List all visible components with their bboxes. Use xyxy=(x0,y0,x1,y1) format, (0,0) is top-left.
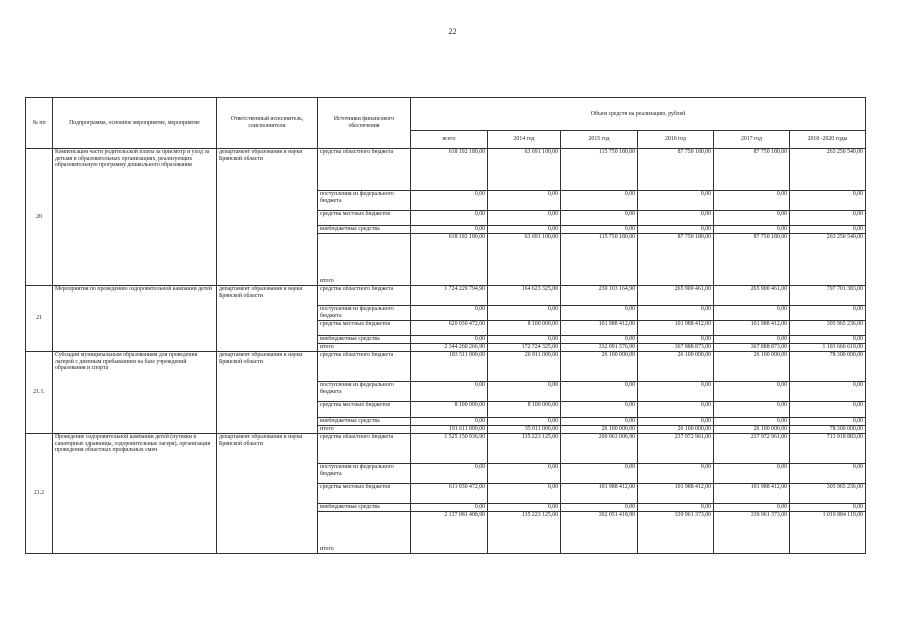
item-executor: департамент образования и науки Брянской области xyxy=(217,434,318,554)
funding-source: средства областного бюджета xyxy=(318,434,411,464)
table-body xyxy=(26,149,866,554)
amount-cell: 87 750 180,00 xyxy=(638,149,714,191)
amount-cell: 0,00 xyxy=(561,382,638,402)
amount-cell: 0,00 xyxy=(411,306,488,321)
amount-cell: 0,00 xyxy=(714,504,790,512)
amount-cell: 0,00 xyxy=(488,191,561,211)
amount-cell: 0,00 xyxy=(638,336,714,344)
amount-cell: 0,00 xyxy=(561,306,638,321)
amount-cell: 0,00 xyxy=(561,418,638,426)
amount-cell: 135 223 125,00 xyxy=(488,512,561,554)
amount-cell: 339 961 373,00 xyxy=(638,512,714,554)
amount-cell: 0,00 xyxy=(411,504,488,512)
amount-cell: 265 900 461,00 xyxy=(638,286,714,306)
amount-cell: 305 965 236,00 xyxy=(790,484,866,504)
amount-cell: 0,00 xyxy=(714,211,790,226)
funding-source: средства областного бюджета xyxy=(318,149,411,191)
amount-cell: 618 192 180,00 xyxy=(411,149,488,191)
amount-cell: 0,00 xyxy=(561,504,638,512)
item-name: Проведение оздоровительной кампании детей (путевки в санаторные здравницы, оздоровительные лагеря), организация проведения областных профильных смен xyxy=(53,434,217,554)
amount-cell: 0,00 xyxy=(561,402,638,418)
amount-cell: 101 988 412,00 xyxy=(714,321,790,336)
funding-source: средства областного бюджета xyxy=(318,286,411,306)
amount-cell: 0,00 xyxy=(488,418,561,426)
financing-table xyxy=(25,97,866,554)
header-sub-4: 2017 год xyxy=(714,131,790,149)
amount-cell: 0,00 xyxy=(790,418,866,426)
funding-source: средства местных бюджетов xyxy=(318,484,411,504)
amount-cell: 263 250 540,00 xyxy=(790,234,866,286)
item-number: 20 xyxy=(26,149,53,286)
amount-cell: 26 100 000,00 xyxy=(638,352,714,382)
amount-cell: 0,00 xyxy=(638,306,714,321)
amount-cell: 101 988 412,00 xyxy=(561,484,638,504)
amount-cell: 101 988 412,00 xyxy=(561,321,638,336)
funding-source: средства местных бюджетов xyxy=(318,321,411,336)
amount-cell: 0,00 xyxy=(638,382,714,402)
header-exec: Ответственный исполнитель, соисполнители xyxy=(217,98,318,149)
amount-cell: 0,00 xyxy=(638,418,714,426)
amount-cell: 0,00 xyxy=(411,336,488,344)
amount-cell: 0,00 xyxy=(790,191,866,211)
amount-cell: 0,00 xyxy=(790,336,866,344)
amount-cell: 0,00 xyxy=(561,191,638,211)
amount-cell: 0,00 xyxy=(714,382,790,402)
amount-cell: 0,00 xyxy=(714,464,790,484)
header-source: Источники финансового обеспечения xyxy=(318,98,411,149)
amount-cell: 87 750 180,00 xyxy=(714,149,790,191)
amount-cell: 26 100 000,00 xyxy=(638,426,714,434)
amount-cell: 0,00 xyxy=(488,504,561,512)
table-header xyxy=(26,98,866,149)
amount-cell: 0,00 xyxy=(488,336,561,344)
funding-source: средства местных бюджетов xyxy=(318,211,411,226)
funding-source: поступления из федерального бюджета xyxy=(318,464,411,484)
amount-cell: 63 691 100,00 xyxy=(488,149,561,191)
amount-cell: 183 511 000,00 xyxy=(411,352,488,382)
amount-cell: 713 918 883,00 xyxy=(790,434,866,464)
amount-cell: 0,00 xyxy=(714,336,790,344)
amount-cell: 0,00 xyxy=(638,226,714,234)
amount-cell: 172 724 325,00 xyxy=(488,344,561,352)
amount-cell: 101 988 412,00 xyxy=(714,484,790,504)
amount-cell: 1 103 666 619,00 xyxy=(790,344,866,352)
item-number: 21.1. xyxy=(26,352,53,434)
amount-cell: 35 011 000,00 xyxy=(488,426,561,434)
funding-source: поступления из федерального бюджета xyxy=(318,191,411,211)
amount-cell: 26 100 000,00 xyxy=(561,352,638,382)
page-number: 22 xyxy=(448,27,457,36)
amount-cell: 87 750 180,00 xyxy=(638,234,714,286)
amount-cell: 618 192 180,00 xyxy=(411,234,488,286)
item-executor: департамент образования и науки Брянской области xyxy=(217,352,318,434)
amount-cell: 0,00 xyxy=(411,418,488,426)
amount-cell: 0,00 xyxy=(638,211,714,226)
header-sub-1: 2014 год xyxy=(488,131,561,149)
item-name: Субсидии муниципальным образованиям для проведения лагерей с дневным пребыванием на базе учреждений образования и спорта xyxy=(53,352,217,434)
funding-source: средства областного бюджета xyxy=(318,352,411,382)
amount-cell: 367 888 873,00 xyxy=(714,344,790,352)
amount-cell: 620 030 472,00 xyxy=(411,321,488,336)
amount-cell: 367 888 873,00 xyxy=(638,344,714,352)
table-row xyxy=(26,434,866,464)
amount-cell: 0,00 xyxy=(488,226,561,234)
amount-cell: 0,00 xyxy=(714,306,790,321)
amount-cell: 26 100 000,00 xyxy=(714,426,790,434)
amount-cell: 2 137 081 408,90 xyxy=(411,512,488,554)
amount-cell: 302 051 418,90 xyxy=(561,512,638,554)
amount-cell: 0,00 xyxy=(561,211,638,226)
item-number: 21 xyxy=(26,286,53,352)
amount-cell: 0,00 xyxy=(488,306,561,321)
funding-source: поступления из федерального бюджета xyxy=(318,382,411,402)
amount-cell: 0,00 xyxy=(411,226,488,234)
amount-cell: 78 300 000,00 xyxy=(790,426,866,434)
amount-cell: 200 063 006,90 xyxy=(561,434,638,464)
amount-cell: 0,00 xyxy=(561,336,638,344)
amount-cell: 115 750 180,00 xyxy=(561,234,638,286)
amount-cell: 332 091 576,90 xyxy=(561,344,638,352)
amount-cell: 0,00 xyxy=(411,382,488,402)
amount-cell: 0,00 xyxy=(488,382,561,402)
header-sub-3: 2016 год xyxy=(638,131,714,149)
header-sub-0: всего xyxy=(411,131,488,149)
amount-cell: 164 623 325,00 xyxy=(488,286,561,306)
amount-cell: 26 911 000,00 xyxy=(488,352,561,382)
item-executor: департамент образования и науки Брянской области xyxy=(217,286,318,352)
amount-cell: 8 100 000,00 xyxy=(488,321,561,336)
amount-cell: 0,00 xyxy=(488,484,561,504)
amount-cell: 0,00 xyxy=(561,464,638,484)
item-number: 21.2 xyxy=(26,434,53,554)
amount-cell: 8 100 000,00 xyxy=(411,402,488,418)
item-name: Компенсация части родительской платы за присмотр и уход за детьми в образовательных организациях, реализующих образовательную программу дошкольного образования xyxy=(53,149,217,286)
amount-cell: 0,00 xyxy=(790,402,866,418)
funding-source: итого xyxy=(318,344,411,352)
amount-cell: 8 100 000,00 xyxy=(488,402,561,418)
amount-cell: 1 724 229 794,90 xyxy=(411,286,488,306)
amount-cell: 0,00 xyxy=(790,226,866,234)
funding-source: итого xyxy=(318,426,411,434)
amount-cell: 237 972 961,00 xyxy=(638,434,714,464)
amount-cell: 0,00 xyxy=(638,504,714,512)
amount-cell: 1 525 150 936,90 xyxy=(411,434,488,464)
amount-cell: 263 250 540,00 xyxy=(790,149,866,191)
amount-cell: 0,00 xyxy=(714,226,790,234)
amount-cell: 0,00 xyxy=(488,211,561,226)
amount-cell: 611 930 472,00 xyxy=(411,484,488,504)
amount-cell: 0,00 xyxy=(411,191,488,211)
funding-source: внебюджетные средства xyxy=(318,504,411,512)
amount-cell: 115 750 180,00 xyxy=(561,149,638,191)
amount-cell: 191 611 000,00 xyxy=(411,426,488,434)
amount-cell: 0,00 xyxy=(790,464,866,484)
amount-cell: 1 019 884 119,00 xyxy=(790,512,866,554)
amount-cell: 339 961 373,00 xyxy=(714,512,790,554)
amount-cell: 0,00 xyxy=(714,191,790,211)
amount-cell: 265 900 461,00 xyxy=(714,286,790,306)
amount-cell: 0,00 xyxy=(411,464,488,484)
funding-source: внебюджетные средства xyxy=(318,418,411,426)
amount-cell: 101 988 412,00 xyxy=(638,484,714,504)
amount-cell: 101 988 412,00 xyxy=(638,321,714,336)
amount-cell: 0,00 xyxy=(790,211,866,226)
amount-cell: 797 701 383,00 xyxy=(790,286,866,306)
amount-cell: 26 100 000,00 xyxy=(714,352,790,382)
funding-source: итого xyxy=(318,512,411,554)
header-volume: Объем средств на реализацию, рублей xyxy=(411,98,866,131)
amount-cell: 78 300 000,00 xyxy=(790,352,866,382)
header-sub-5: 2018 -2020 годы xyxy=(790,131,866,149)
table-row xyxy=(26,149,866,191)
amount-cell: 0,00 xyxy=(790,504,866,512)
amount-cell: 2 344 260 266,90 xyxy=(411,344,488,352)
header-sub-2: 2015 год xyxy=(561,131,638,149)
amount-cell: 0,00 xyxy=(411,211,488,226)
amount-cell: 0,00 xyxy=(638,191,714,211)
amount-cell: 87 750 180,00 xyxy=(714,234,790,286)
amount-cell: 0,00 xyxy=(790,306,866,321)
amount-cell: 135 223 125,00 xyxy=(488,434,561,464)
table-row xyxy=(26,286,866,306)
funding-source: внебюджетные средства xyxy=(318,336,411,344)
amount-cell: 237 972 961,00 xyxy=(714,434,790,464)
item-name: Мероприятия по проведению оздоровительной кампании детей xyxy=(53,286,217,352)
amount-cell: 0,00 xyxy=(561,226,638,234)
amount-cell: 63 691 100,00 xyxy=(488,234,561,286)
header-name: Подпрограмма, основное мероприятие, мероприятие xyxy=(53,98,217,149)
amount-cell: 305 965 236,00 xyxy=(790,321,866,336)
amount-cell: 0,00 xyxy=(714,418,790,426)
amount-cell: 0,00 xyxy=(714,402,790,418)
amount-cell: 230 103 164,90 xyxy=(561,286,638,306)
funding-source: средства местных бюджетов xyxy=(318,402,411,418)
amount-cell: 0,00 xyxy=(790,382,866,402)
header-no: № пп xyxy=(26,98,53,149)
table-row xyxy=(26,352,866,382)
amount-cell: 0,00 xyxy=(638,402,714,418)
amount-cell: 0,00 xyxy=(638,464,714,484)
funding-source: поступления из федерального бюджета xyxy=(318,306,411,321)
item-executor: департамент образования и науки Брянской области xyxy=(217,149,318,286)
funding-source: внебюджетные средства xyxy=(318,226,411,234)
funding-source: итого xyxy=(318,234,411,286)
amount-cell: 0,00 xyxy=(488,464,561,484)
amount-cell: 26 100 000,00 xyxy=(561,426,638,434)
